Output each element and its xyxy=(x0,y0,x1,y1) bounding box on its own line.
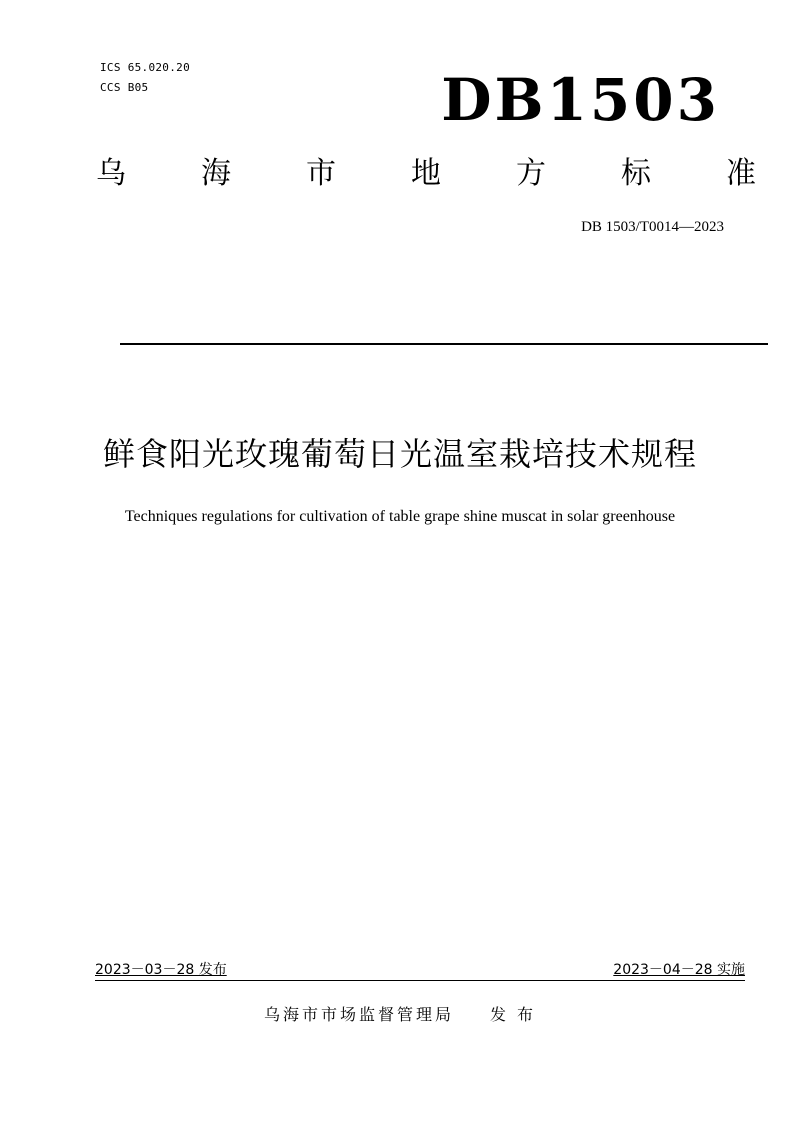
ics-code: ICS 65.020.20 xyxy=(100,61,190,74)
ccs-code: CCS B05 xyxy=(100,81,149,94)
document-number: DB 1503/T0014—2023 xyxy=(581,219,724,235)
issuing-authority: 乌海市市场监督管理局 xyxy=(263,1005,454,1024)
standard-type-char: 地 xyxy=(411,156,441,191)
standard-code-logo: DB1503 xyxy=(441,66,720,134)
classification-codes xyxy=(100,58,190,98)
implementation-date: 2023－04－28 实施 xyxy=(613,962,745,978)
issue-date: 2023－03－28 发布 xyxy=(95,962,227,978)
standard-type-char: 标 xyxy=(621,156,651,191)
standard-type-char: 方 xyxy=(516,156,546,191)
issue-word: 发 布 xyxy=(489,1005,537,1024)
english-title: Techniques regulations for cultivation of table grape shine muscat in solar greenhouse xyxy=(124,508,676,525)
standard-type-char: 海 xyxy=(201,156,231,191)
standard-type-char: 准 xyxy=(726,156,756,191)
standard-type-char: 市 xyxy=(306,156,336,191)
header-divider xyxy=(120,343,768,345)
footer-divider xyxy=(95,980,745,981)
issuing-authority-line xyxy=(0,1004,800,1026)
standard-type-char: 乌 xyxy=(96,156,126,191)
chinese-title: 鲜食阳光玫瑰葡萄日光温室栽培技术规程 xyxy=(102,435,697,473)
date-row xyxy=(95,960,745,980)
standard-type-heading xyxy=(96,154,756,194)
